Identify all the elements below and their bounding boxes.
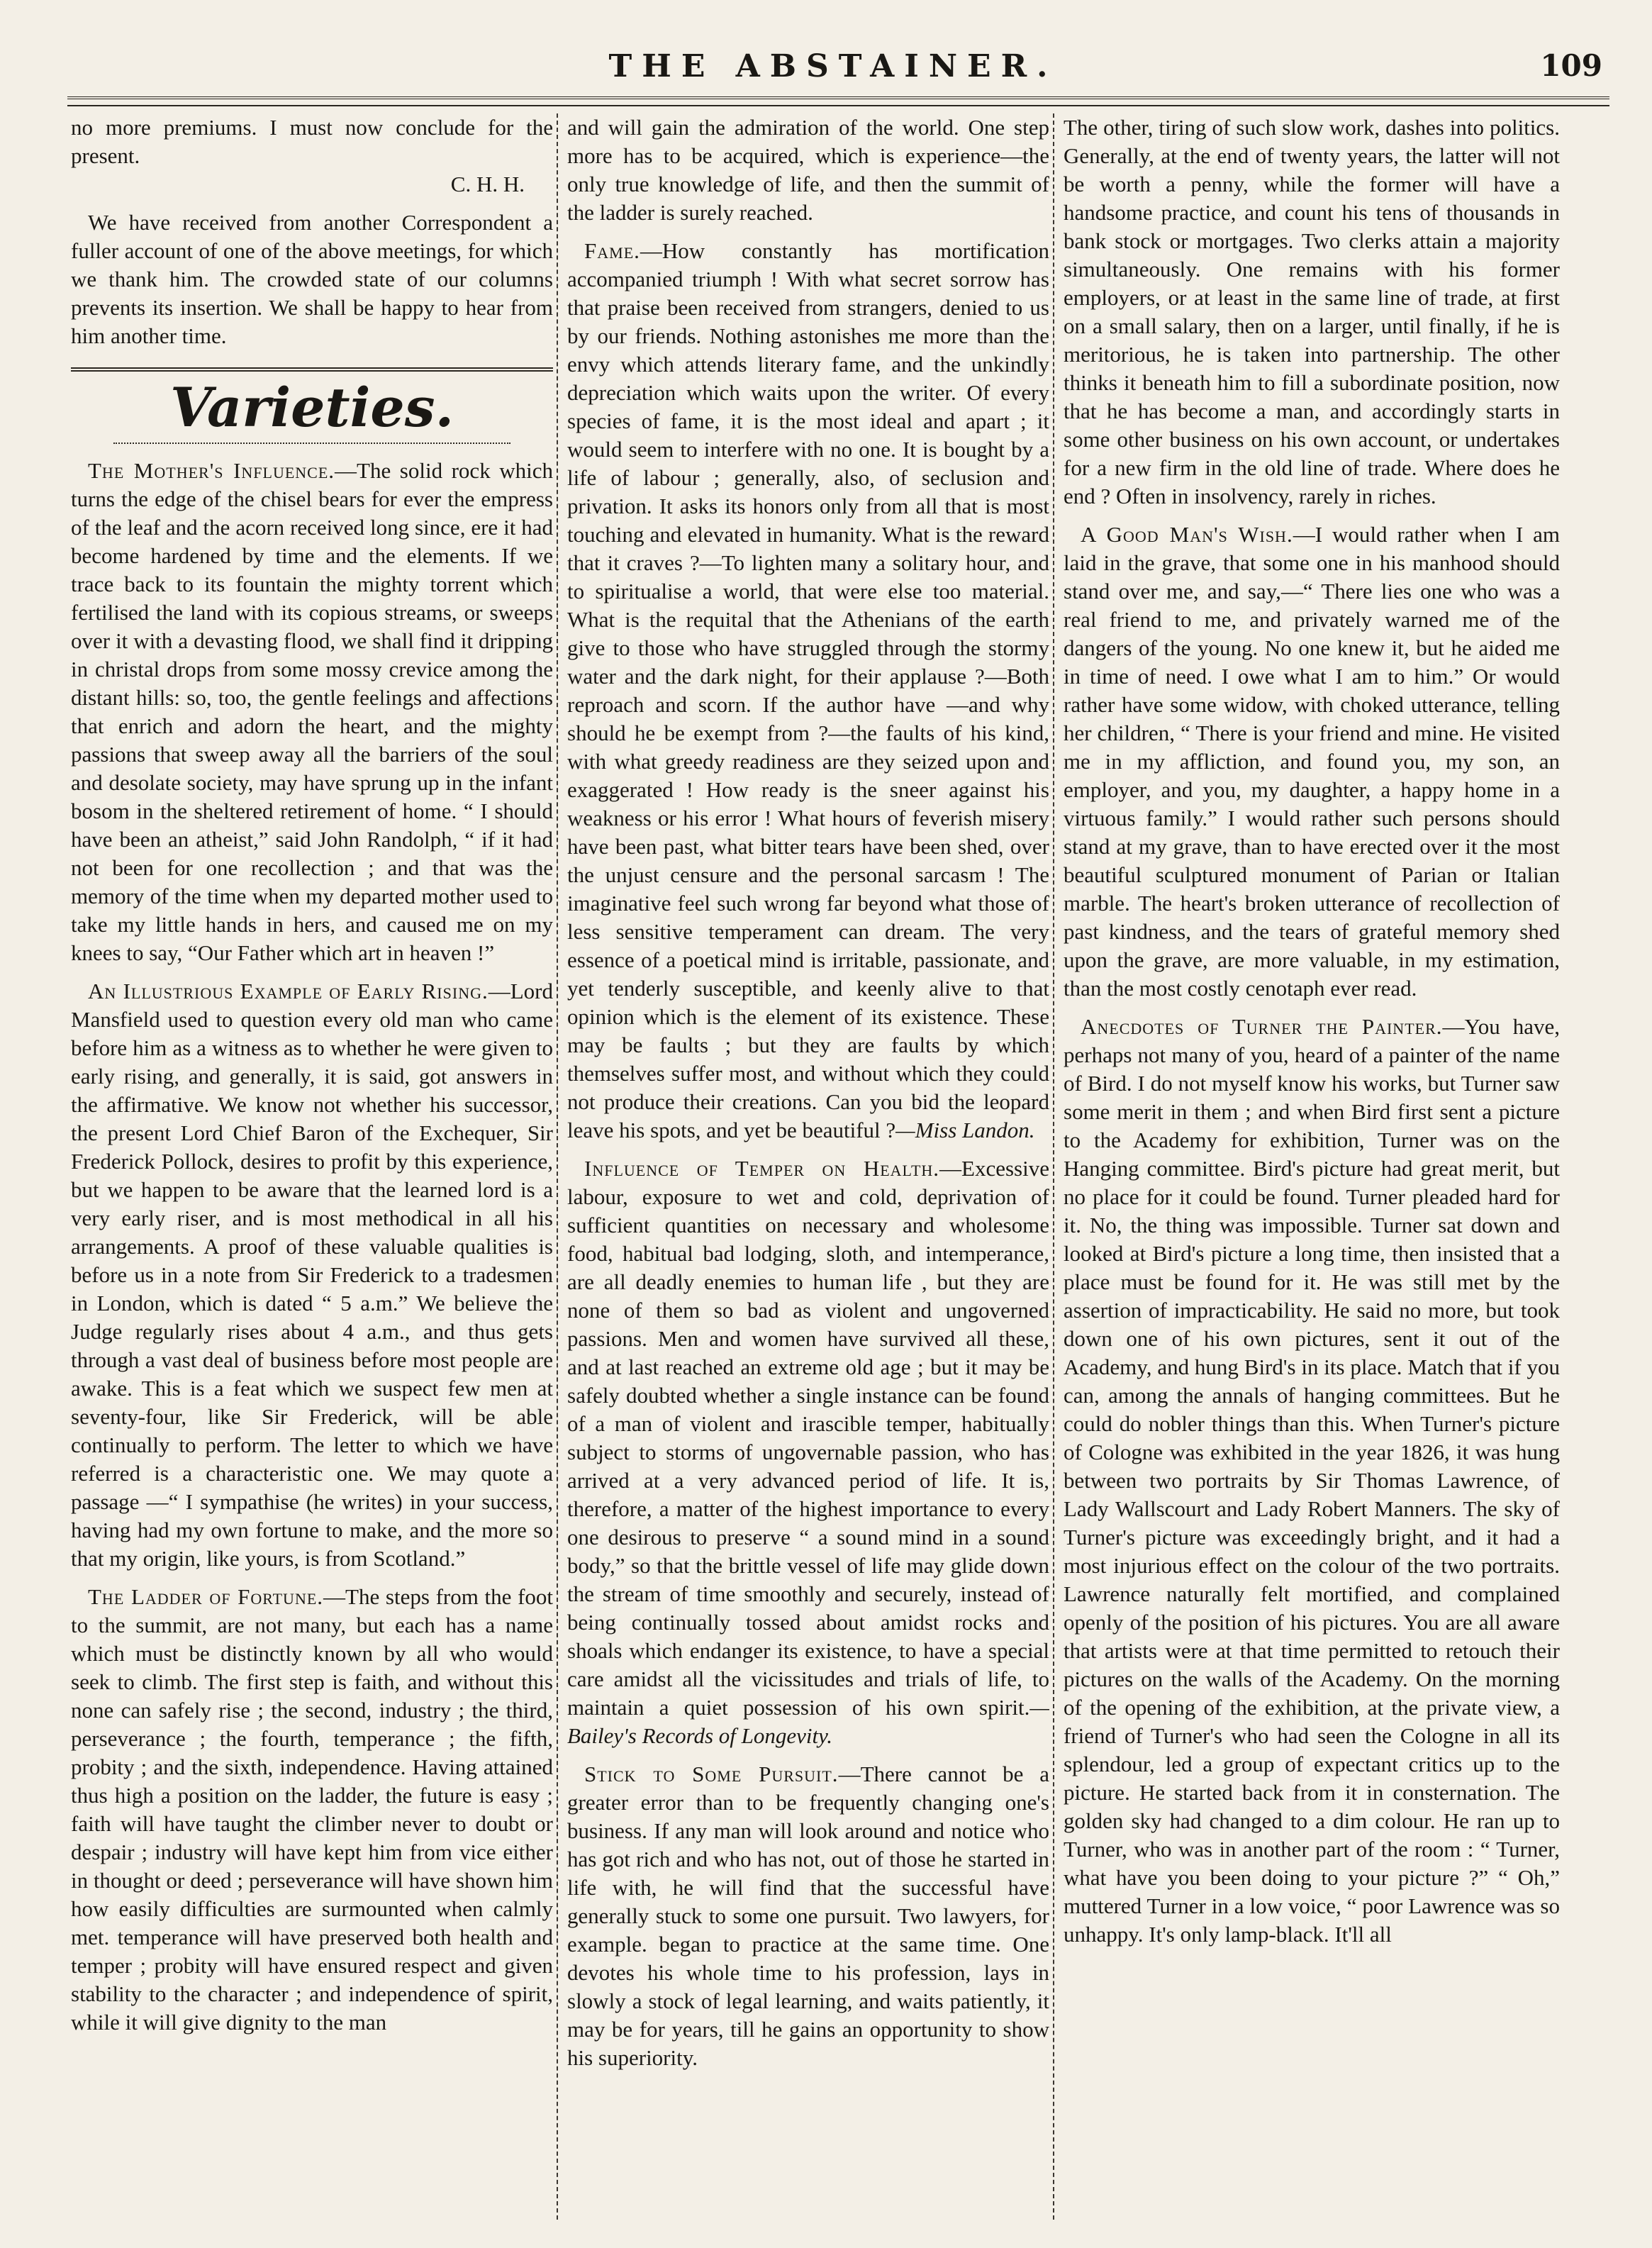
- article-temper-health: [567, 1154, 1049, 1750]
- article-heading: A Good Man's Wish.: [1081, 522, 1293, 547]
- column-2: [567, 113, 1049, 2220]
- article-body: —I would rather when I am laid in the grave, that some one in his manhood should stand over me, and say,—“ There lies one who was a real friend to me, and privately warned me of the dangers of the young. No one knew it, but he aided me in time of need. I owe what I am to him.” Or would rather have some widow, with choked utterance, telling her children, “ There is your friend and mine. He visited me in my affliction, and found you, my son, an employer, and you, my daughter, a happy home in a virtuous family.” I would rather such persons should stand at my grave, than to have erected over it the most beautiful sculptured monument of Parian or Italian marble. The heart's broken utterance of recollection of past kindness, and the tears of grateful memory shed upon the grave, are more valuable, in my estimation, than the most costly cenotaph ever read.: [1064, 522, 1560, 1001]
- article-body: —There cannot be a greater error than to be frequently changing one's business. If any man will look around and notice who has got rich and who has not, out of those he started in life with, he will find that the successful have generally stuck to some one pursuit. Two lawyers, for example. began to practice at the same time. One devotes his whole time to his profession, lays in slowly a stock of legal learning, and waits patiently, it may be for years, till he gains an opportunity to show his superiority.: [567, 1762, 1049, 2070]
- article-body: —The solid rock which turns the edge of the chisel bears for ever the empress of the leaf and the acorn received long since, ere it had become hardened by time and the elements. If we trace back to its fountain the mighty torrent which fertilised the land with its copious streams, or sweeps over it with a devasting flood, we shall find it dripping in christal drops from some mossy crevice among the distant hills: so, too, the gentle feelings and affections that enrich and adorn the heart, and the mighty passions that sweep away all the barriers of the soul and desolate society, may have sprung up in the infant bosom in the sheltered retirement of home. “ I should have been an atheist,” said John Randolph, “ if it had not been for one recollection ; and that was the memory of the time when my departed mother used to take my little hands in hers, and caused me on my knees to say, “Our Father which art in heaven !”: [71, 458, 553, 965]
- article-fame: [567, 237, 1049, 1145]
- article-heading: Stick to Some Pursuit.: [584, 1762, 839, 1786]
- article-body: —Excessive labour, exposure to wet and cold, deprivation of sufficient quantities on necessary and wholesome food, habitual bad lodging, sloth, and intemperance, are all deadly enemies to human life , but they are none of them so bad as violent and ungoverned passions. Men and women have survived all these, and at last reached an extreme old age ; but it may be safely doubted whether a single instance can be found of a man of violent and irascible temper, habitually subject to storms of ungovernable passion, who has arrived at a very advanced period of life. It is, therefore, a matter of the highest importance to every one desirous to preserve “ a sound mind in a sound body,” so that the brittle vessel of life may glide down the stream of time smoothly and securely, instead of being continually tossed about amidst rocks and shoals which endanger its existence, to have a special care amidst all the vicissitudes and trials of life, to maintain a quiet possession of his own spirit.: [567, 1156, 1049, 1720]
- column-divider: [1053, 113, 1054, 2220]
- running-title: THE ABSTAINER.: [608, 48, 1058, 84]
- header-rule: [67, 96, 1609, 106]
- section-title: Varieties.: [71, 367, 553, 440]
- article-early-rising: [71, 977, 553, 1573]
- article-mother-influence: [71, 457, 553, 967]
- article-body: —Lord Mansfield used to question every old man who came before him as a witness as to whether he were given to early rising, and generally, it is said, got answers in the affirmative. We know not whether his successor, the present Lord Chief Baron of the Exchequer, Sir Frederick Pollock, desires to profit by this experience, but we happen to be aware that the learned lord is a very early riser, and is most methodical in all his arrangements. A proof of these valuable qualities is before us in a note from Sir Frederick to a tradesmen in London, which is dated “ 5 a.m.” We believe the Judge regularly rises about 4 a.m., and thus gets through a vast deal of business before most people are awake. This is a feat which we suspect few men at seventy-four, like Sir Frederick, will be able continually to perform. The letter to which we have referred is a characteristic one. We may quote a passage —“ I sympathise (he writes) in your success, having had my own fortune to make, and the more so that my origin, like yours, is from Scotland.”: [71, 979, 553, 1571]
- article-heading: The Mother's Influence.: [88, 458, 335, 483]
- paragraph: and will gain the admiration of the world. One step more has to be acquired, which is experience—the only true knowledge of life, and then the summit of the ladder is surely reached.: [567, 115, 1049, 225]
- article-body: —The steps from the foot to the summit, are not many, but each has a name which must be distinctly known by all who would seek to climb. The first step is faith, and without this none can safely rise ; the second, industry ; the third, perseverance ; the fourth, temperance ; the fifth, probity ; and the sixth, independence. Having attained thus high a position on the ladder, the future is easy ; faith will have taught the climber never to doubt or despair ; industry will have kept him from vice either in thought or deed ; perseverance will have shown him how easily difficulties are surmounted when calmly met. temperance will have preserved both health and temper ; probity will have ensured respect and given stability to the character ; and independence of spirit, while it will give dignity to the man: [71, 1584, 553, 2035]
- article-body: —You have, perhaps not many of you, heard of a painter of the name of Bird. I do not myself know his works, but Turner saw some merit in them ; and when Bird first sent a picture to the Academy for exhibition, Turner was on the Hanging committee. Bird's picture had great merit, but no place for it could be found. Turner pleaded hard for it. No, the thing was impossible. Turner sat down and looked at Bird's picture a long time, then insisted that a place must be found for it. He was still met by the assertion of impracticability. He said no more, but took down one of his own pictures, sent it out of the Academy, and hung Bird's in its place. Match that if you can, among the annals of hanging committees. But he could do nobler things than this. When Turner's picture of Cologne was exhibited in the year 1826, it was hung between two portraits by Sir Thomas Lawrence, of Lady Wallscourt and Lady Robert Manners. The sky of Turner's picture was exceedingly bright, and it had a most injurious effect on the colour of the two portraits. Lawrence naturally felt mortified, and complained openly of the position of his pictures. You are all aware that artists were at that time permitted to retouch their pictures on the walls of the Academy. On the morning of the opening of the exhibition, at the private view, a friend of Turner's who had seen the Cologne in all its splendour, led a group of expectant critics up to the picture. He started back from it in consternation. The golden sky had changed to a dim colour. He ran up to Turner, who was in another part of the room : “ Turner, what have you been doing to your picture ?” “ Oh,” muttered Turner in a low voice, “ poor Lawrence was so unhappy. It's only lamp-black. It'll all: [1064, 1014, 1560, 1947]
- article-good-mans-wish: [1064, 521, 1560, 1003]
- article-heading: Fame.: [584, 238, 640, 263]
- paragraph-text: no more premiums. I must now conclude for the present.: [71, 115, 553, 168]
- running-head: [57, 48, 1609, 91]
- column-divider: [557, 113, 558, 2220]
- paragraph: We have received from another Correspondent a fuller account of one of the above meetings, for which we thank him. The crowded state of our columns prevents its insertion. We shall be happy to hear from him another time.: [71, 210, 553, 348]
- article-heading: Influence of Temper on Health.: [584, 1156, 940, 1181]
- article-stick-to-pursuit: [567, 1760, 1049, 2072]
- article-turner-anecdotes: [1064, 1013, 1560, 1949]
- article-heading: An Illustrious Example of Early Rising.: [88, 979, 489, 1003]
- column-3: [1064, 113, 1560, 2220]
- column-1: [71, 113, 553, 2220]
- article-heading: Anecdotes of Turner the Painter.: [1081, 1014, 1443, 1039]
- attribution: —Bailey's Records of Longevity.: [567, 1695, 1049, 1748]
- paragraph: [71, 113, 553, 199]
- article-body: —How constantly has mortification accompanied triumph ! With what secret sorrow has that praise been received from strangers, denied to us by our friends. Nothing astonishes me more than the envy which attends literary fame, and the unkindly depreciation which waits upon the writer. Of every species of fame, it is the most ideal and apart ; it would seem to interfere with no one. It is bought by a life of labour ; generally, also, of seclusion and privation. It asks its honors only from all that is most touching and elevated in humanity. What is the reward that it craves ?—To lighten many a solitary hour, and to spiritualise a world, that were else too material. What is the requital that the Athenians of the earth give to those who have struggled through the stormy water and the dark night, for their applause ?—Both reproach and scorn. If the author have —and why should he be exempt from ?—the faults of his kind, with what greedy readiness are they seized upon and exaggerated ! How ready is the sneer against his weakness or his error ! What hours of feverish misery have been past, what bitter tears have been shed, over the unjust censure and the personal sarcasm ! The imaginative feel such wrong far beyond what those of less sensitive temperament can dream. The very essence of a poetical mind is irritable, passionate, and yet tenderly susceptible, and keenly alive to that opinion which is the element of its existence. These may be faults ; but they are faults by which themselves suffer most, and without which they could not produce their creations. Can you bid the leopard leave his spots, and yet be beautiful ?: [567, 238, 1049, 1142]
- attribution: —Miss Landon.: [895, 1118, 1035, 1142]
- paragraph: The other, tiring of such slow work, dashes into politics. Generally, at the end of twenty years, the latter will not be worth a penny, while the former will have a handsome practice, and count his tens of thousands in bank stock or mortgages. Two clerks attain a majority simultaneously. One remains with his former employers, or at least in the same line of trade, at first on a small salary, then on a larger, until finally, if he is meritorious, he is taken into partnership. The other thinks it beneath him to fill a subordinate position, now that he has become a man, and accordingly starts in some other business on his own account, or undertakes for a new firm in the old line of trade. Where does he end ? Often in insolvency, rarely in riches.: [1064, 115, 1560, 508]
- article-heading: The Ladder of Fortune.: [88, 1584, 324, 1609]
- article-ladder-of-fortune: [71, 1583, 553, 2037]
- section-rule: [113, 443, 510, 444]
- page-number: 109: [1540, 48, 1602, 83]
- signature: C. H. H.: [450, 172, 525, 196]
